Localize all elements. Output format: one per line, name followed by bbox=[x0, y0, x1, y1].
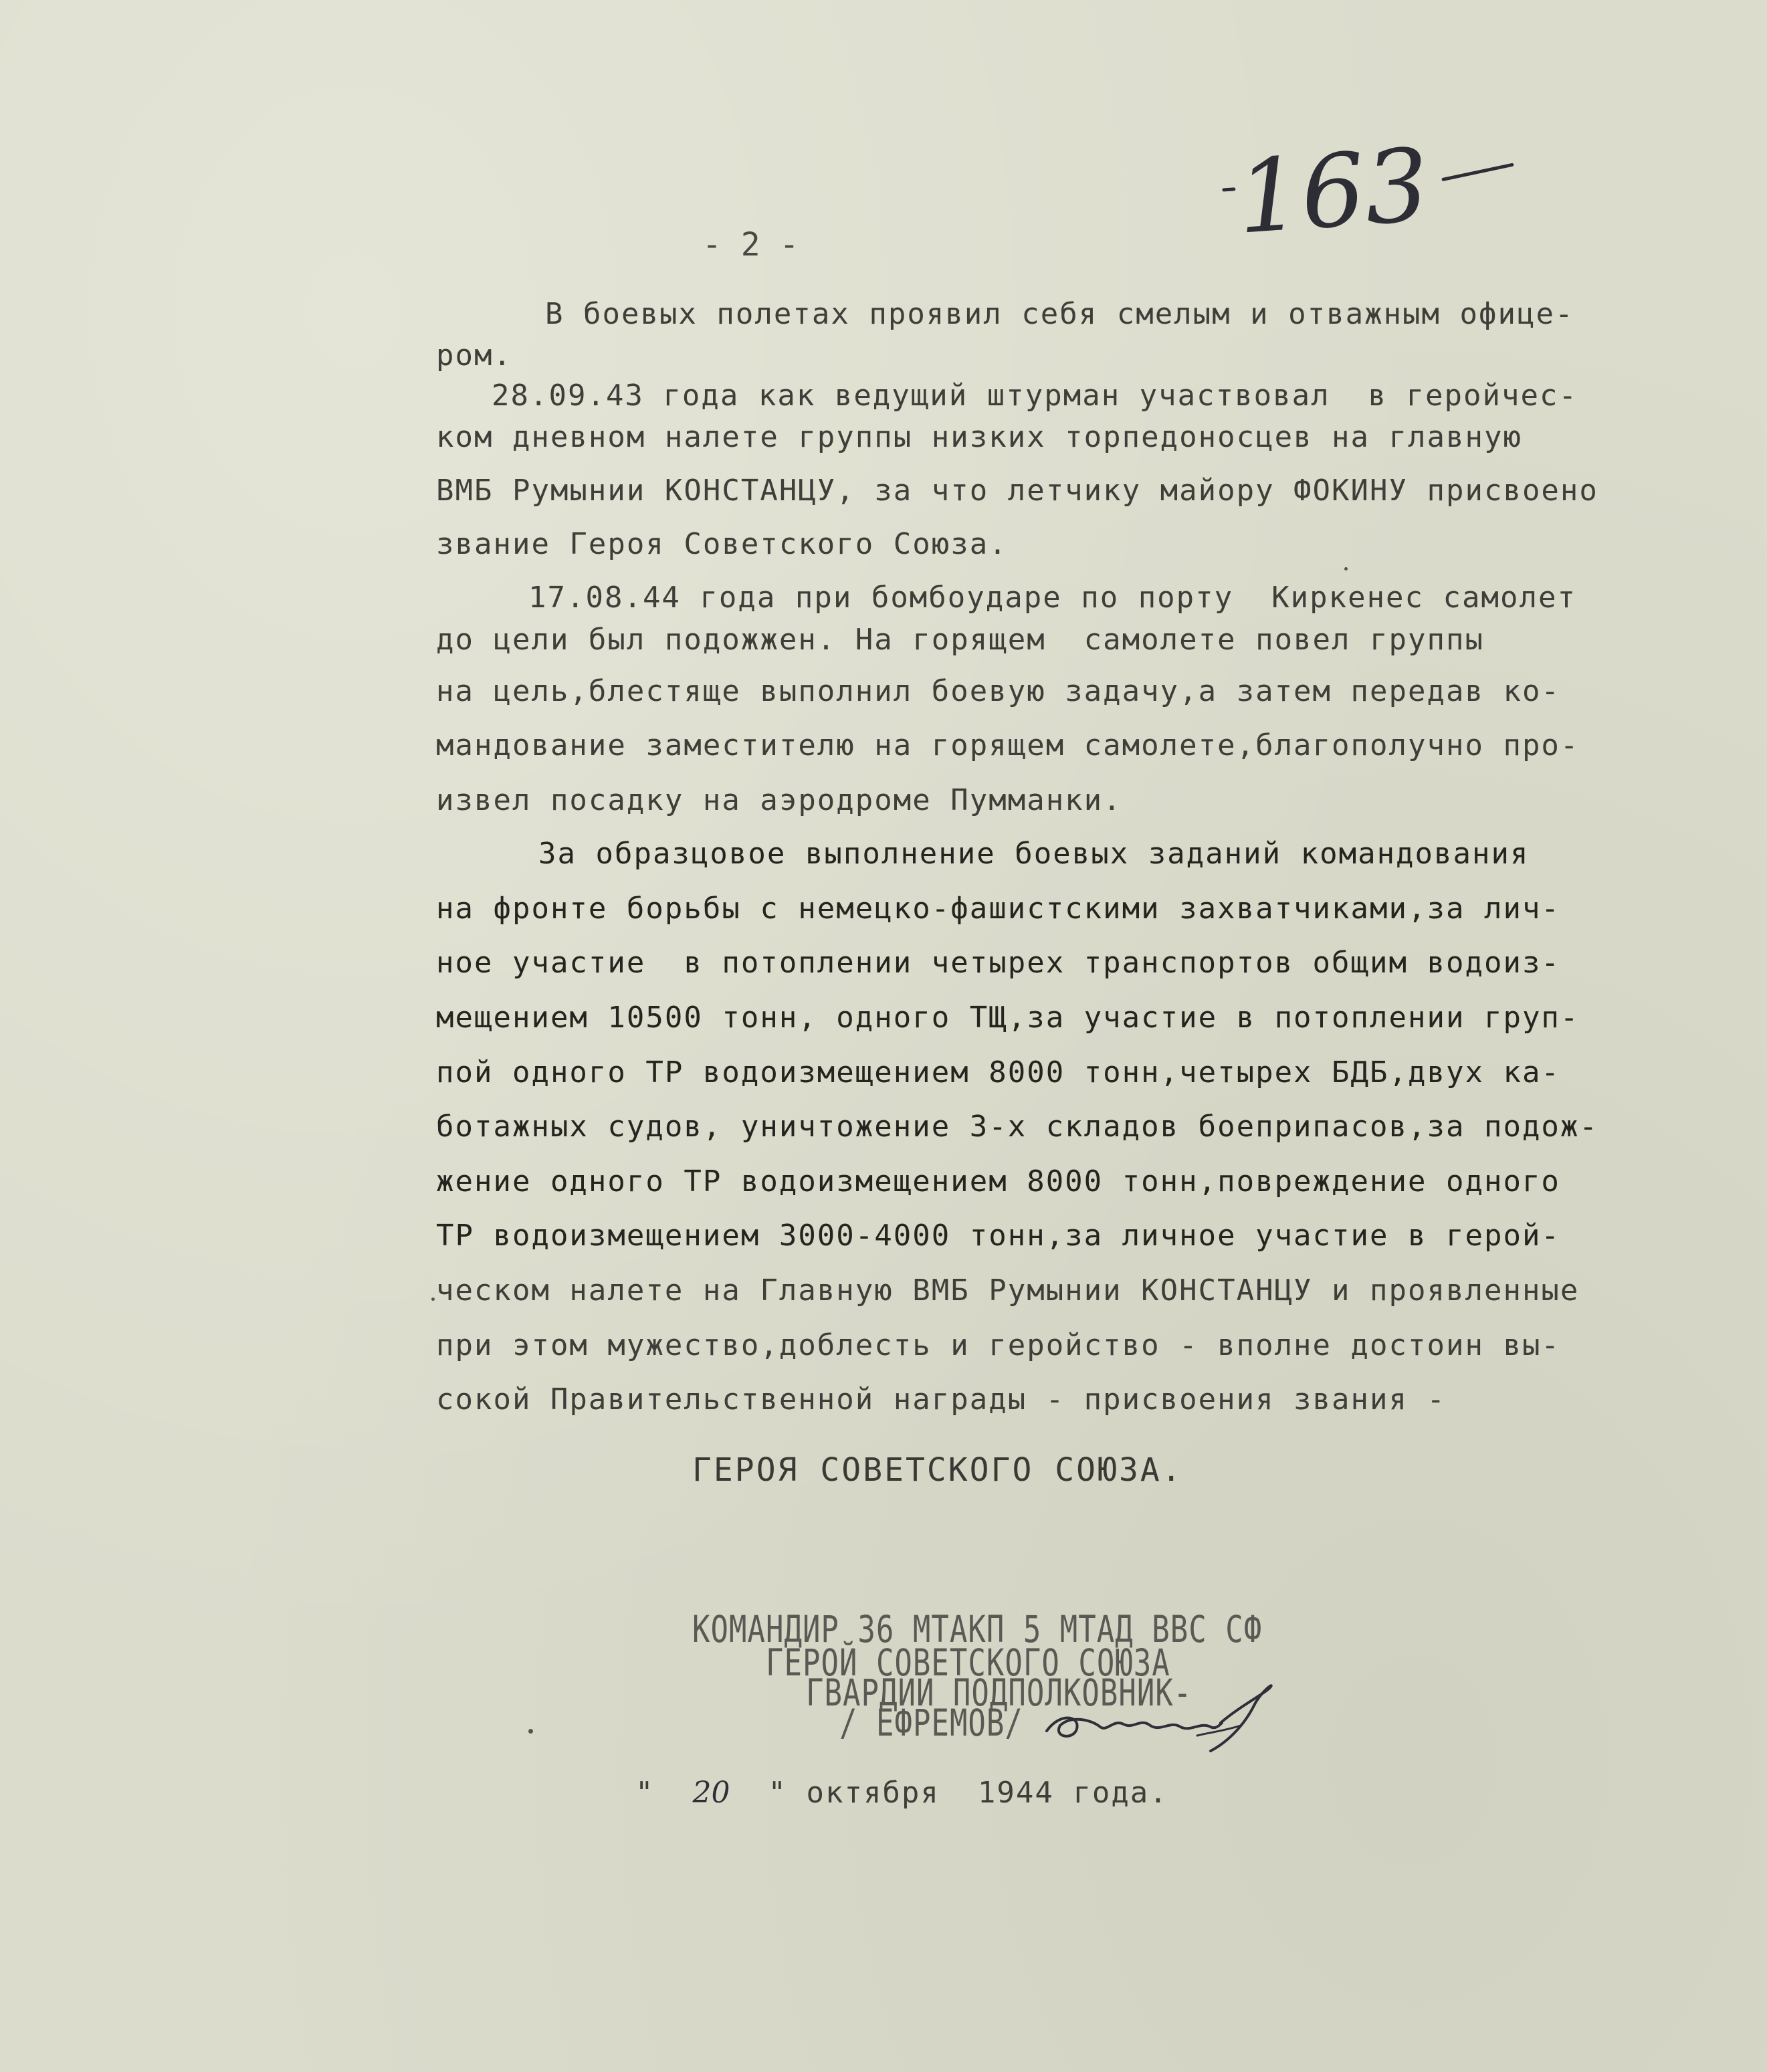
text-line: при этом мужество,доблесть и геройство - вполне достоин вы- bbox=[436, 1328, 1560, 1362]
text-line: ром. bbox=[436, 338, 512, 373]
text-line: В боевых полетах проявил себя смелым и отважным офице- bbox=[545, 297, 1574, 331]
text-line: ТР водоизмещением 3000-4000 тонн,за личное участие в герой- bbox=[436, 1219, 1560, 1253]
signature-line: / ЕФРЕМОВ/ bbox=[839, 1702, 1023, 1745]
text-line: сокой Правительственной награды - присвоения звания - bbox=[436, 1382, 1446, 1417]
signature-line: ГВАРДИИ ПОДПОЛКОВНИК- bbox=[806, 1672, 1192, 1715]
paper-speck bbox=[528, 1729, 533, 1734]
archive-page-number: 163 bbox=[1233, 127, 1433, 257]
text-line: мещением 10500 тонн, одного ТЩ,за участие в потоплении груп- bbox=[436, 1001, 1580, 1035]
text-line: ВМБ Румынии КОНСТАНЦУ, за что летчику майору ФОКИНУ присвоено bbox=[436, 474, 1598, 508]
text-line: ное участие в потоплении четырех транспортов общим водоиз- bbox=[436, 946, 1560, 980]
text-line: пой одного ТР водоизмещением 8000 тонн,четырех БДБ,двух ка- bbox=[436, 1055, 1560, 1090]
text-line: ботажных судов, уничтожение 3-х складов боеприпасов,за подож- bbox=[436, 1110, 1598, 1144]
page-number: - 2 - bbox=[702, 226, 799, 264]
date-rest: октября 1944 года. bbox=[806, 1776, 1168, 1810]
text-line: извел посадку на аэродроме Пумманки. bbox=[436, 783, 1122, 817]
date-close-quote: " bbox=[768, 1776, 787, 1810]
text-line: жение одного ТР водоизмещением 8000 тонн,повреждение одного bbox=[436, 1164, 1560, 1199]
text-line: до цели был подожжен. На горящем самолете повел группы bbox=[436, 623, 1484, 657]
award-title: ГЕРОЯ СОВЕТСКОГО СОЮЗА. bbox=[692, 1451, 1183, 1489]
paper-speck bbox=[431, 1298, 435, 1301]
date-open-quote: " bbox=[635, 1776, 655, 1810]
text-line: ческом налете на Главную ВМБ Румынии КОНСТАНЦУ и проявленные bbox=[436, 1273, 1580, 1308]
text-line: на цель,блестяще выполнил боевую задачу,а затем передав ко- bbox=[436, 674, 1560, 708]
paper-speck bbox=[1344, 567, 1348, 571]
text-line: 28.09.43 года как ведущий штурман участвовал в геройчес- bbox=[492, 379, 1578, 413]
handwritten-signature bbox=[1040, 1679, 1281, 1752]
date-day: 20 bbox=[692, 1776, 730, 1810]
text-line: звание Героя Советского Союза. bbox=[436, 527, 1008, 561]
document-date bbox=[635, 1776, 1168, 1810]
signature-line: ГЕРОЙ СОВЕТСКОГО СОЮЗА bbox=[766, 1642, 1170, 1685]
text-line: За образцовое выполнение боевых заданий командования bbox=[538, 837, 1530, 871]
text-line: мандование заместителю на горящем самолете,благополучно про- bbox=[436, 728, 1580, 762]
text-line: 17.08.44 года при бомбоударе по порту Киркенес самолет bbox=[528, 581, 1576, 615]
text-line: на фронте борьбы с немецко-фашистскими захватчиками,за лич- bbox=[436, 892, 1560, 926]
text-line: ком дневном налете группы низких торпедоносцев на главную bbox=[436, 420, 1522, 454]
signature-line: КОМАНДИР 36 МТАКП 5 МТАД ВВС СФ bbox=[692, 1609, 1263, 1651]
